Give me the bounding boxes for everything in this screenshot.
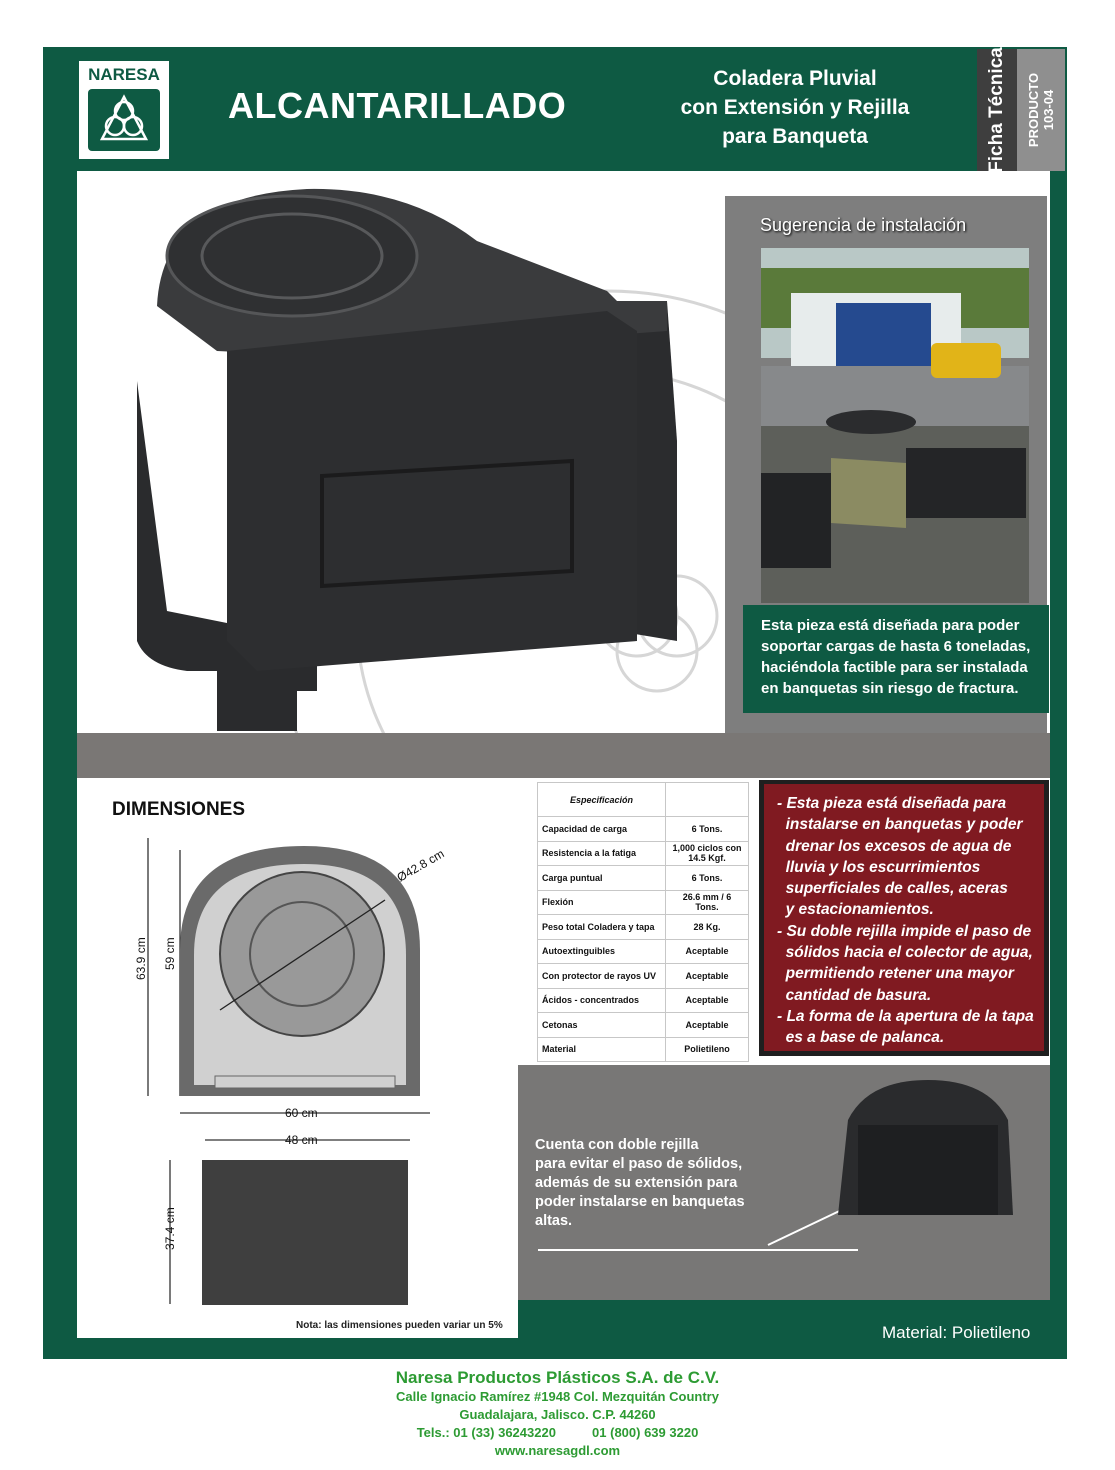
feature-line: - La forma de la apertura de la tapa — [777, 1007, 1034, 1025]
spec-table — [537, 782, 749, 1062]
feature-line: permitiendo retener una mayor — [777, 965, 1014, 983]
left-border — [43, 171, 77, 1359]
logo-text: NARESA — [88, 65, 160, 84]
spec-label: Ácidos - concentrados — [538, 988, 666, 1013]
table-row — [538, 988, 749, 1013]
feature-line: es a base de palanca. — [777, 1029, 945, 1047]
spec-table-header-row — [538, 783, 749, 817]
product-note-graphic — [518, 1065, 1050, 1300]
spec-label: Flexión — [538, 890, 666, 915]
spec-value: 6 Tons. — [666, 817, 749, 842]
note-line: para evitar el paso de sólidos, — [535, 1156, 743, 1172]
spec-value: Aceptable — [666, 964, 749, 989]
subtitle-line: para Banqueta — [722, 125, 868, 148]
footer-city: Guadalajara, Jalisco. C.P. 44260 — [459, 1407, 656, 1422]
installation-photo — [761, 248, 1029, 603]
logo-emblem-icon — [88, 89, 160, 151]
product-subtitle — [660, 64, 930, 151]
spec-value: 6 Tons. — [666, 866, 749, 891]
spec-header-cell: Especificación — [538, 783, 666, 817]
feature-line: sólidos hacia el colector de agua, — [777, 944, 1033, 962]
product-code-block — [1026, 73, 1056, 147]
footer-address: Calle Ignacio Ramírez #1948 Col. Mezquitán Country — [396, 1389, 719, 1404]
ficha-label: Ficha Técnica — [986, 47, 1007, 173]
footer-company: Naresa Productos Plásticos S.A. de C.V. — [395, 1368, 720, 1387]
product-label: PRODUCTO — [1026, 72, 1041, 148]
table-row — [538, 866, 749, 891]
spec-value: 28 Kg. — [666, 915, 749, 940]
feature-line: - Esta pieza está diseñada para — [777, 795, 1007, 812]
spec-label: Material — [538, 1037, 666, 1062]
installation-title: Sugerencia de instalación — [760, 215, 967, 235]
footer — [0, 1368, 1115, 1460]
dimensions-note: Nota: las dimensiones pueden variar un 5% — [296, 1320, 503, 1331]
caption-line: haciéndola factible para ser instalada — [761, 659, 1028, 676]
spec-value: Aceptable — [666, 939, 749, 964]
height-side-label: 37.4 cm — [163, 1207, 177, 1250]
section-divider-band — [77, 733, 1050, 778]
table-row — [538, 915, 749, 940]
spec-label: Cetonas — [538, 1013, 666, 1038]
dimensions-title: DIMENSIONES — [112, 799, 246, 820]
table-row — [538, 939, 749, 964]
width-bottom-label: 48 cm — [285, 1133, 318, 1147]
naresa-logo — [77, 59, 171, 161]
feature-line: drenar los excesos de agua de — [777, 837, 1012, 855]
spec-value: 26.6 mm / 6 Tons. — [666, 890, 749, 915]
feature-line: cantidad de basura. — [777, 986, 932, 1004]
right-border — [1050, 171, 1067, 1359]
height-total-label: 63.9 cm — [134, 937, 148, 980]
footer-website: www.naresagdl.com — [494, 1443, 621, 1458]
note-line: además de su extensión para — [535, 1175, 738, 1191]
feature-line: y estacionamientos. — [777, 901, 934, 919]
height-inner-label: 59 cm — [163, 937, 177, 970]
spec-value: 1,000 ciclos con 14.5 Kgf. — [666, 841, 749, 866]
spec-label: Con protector de rayos UV — [538, 964, 666, 989]
footer-phones: Tels.: 01 (33) 36243220 01 (800) 639 3220 — [416, 1425, 699, 1440]
table-row — [538, 890, 749, 915]
spec-label: Capacidad de carga — [538, 817, 666, 842]
spec-value: Aceptable — [666, 1013, 749, 1038]
width-top-label: 60 cm — [285, 1106, 318, 1120]
caption-line: soportar cargas de hasta 6 toneladas, — [761, 638, 1031, 655]
installation-caption — [743, 605, 1049, 713]
product-code-tab — [1017, 49, 1065, 171]
feature-line: superficiales de calles, aceras — [777, 880, 1008, 898]
table-row — [538, 841, 749, 866]
table-row — [538, 1013, 749, 1038]
spec-label: Autoextinguibles — [538, 939, 666, 964]
spec-header-empty — [666, 783, 749, 817]
spec-label: Peso total Coladera y tapa — [538, 915, 666, 940]
table-row — [538, 817, 749, 842]
caption-line: en banquetas sin riesgo de fractura. — [761, 680, 1019, 697]
feature-line: lluvia y los escurrimientos — [777, 858, 981, 876]
table-row — [538, 1037, 749, 1062]
spec-value: Aceptable — [666, 988, 749, 1013]
material-label: Material: Polietileno — [882, 1323, 1031, 1342]
table-row — [538, 964, 749, 989]
feature-line: instalarse en banquetas y poder — [777, 816, 1023, 834]
rain-grate-product-image — [137, 189, 677, 731]
spec-label: Resistencia a la fatiga — [538, 841, 666, 866]
note-line: altas. — [535, 1213, 573, 1229]
note-line: Cuenta con doble rejilla — [535, 1137, 699, 1153]
spec-label: Carga puntual — [538, 866, 666, 891]
dimensions-drawing — [120, 830, 480, 1320]
diameter-label: Ø42.8 cm — [394, 846, 447, 885]
note-line: poder instalarse en banquetas — [535, 1194, 745, 1210]
feature-line: - Su doble rejilla impide el paso de — [777, 922, 1032, 940]
subtitle-line: Coladera Pluvial — [713, 67, 877, 90]
product-code: 103-04 — [1041, 89, 1056, 131]
ficha-tecnica-tab — [977, 49, 1017, 171]
features-box — [764, 784, 1044, 1051]
page-title: ALCANTARILLADO — [228, 85, 567, 126]
spec-value: Polietileno — [666, 1037, 749, 1062]
subtitle-line: con Extensión y Rejilla — [680, 96, 910, 119]
caption-line: Esta pieza está diseñada para poder — [761, 617, 1020, 634]
